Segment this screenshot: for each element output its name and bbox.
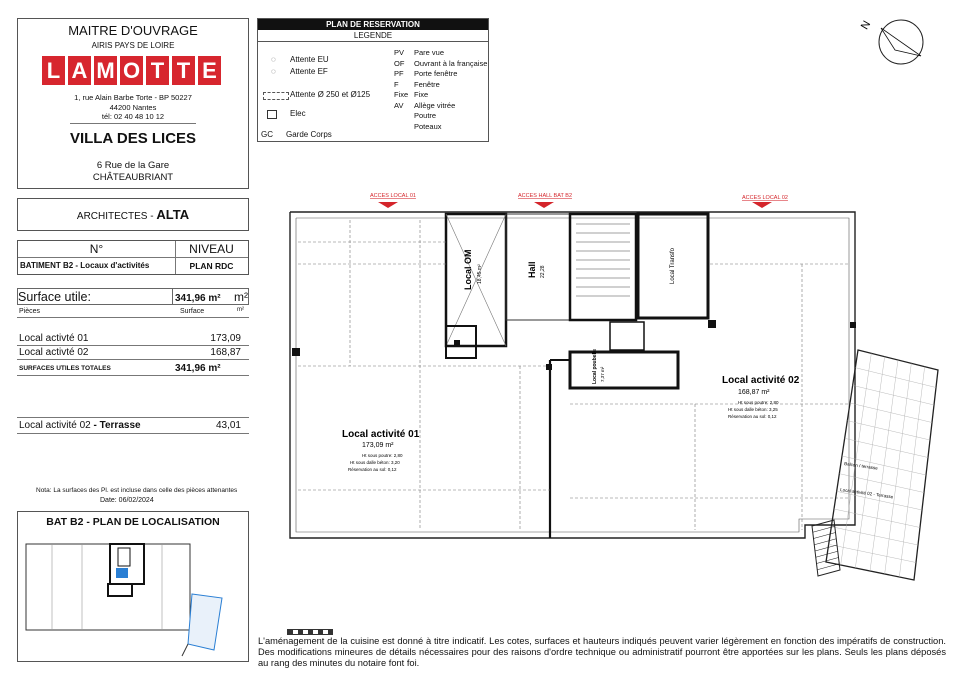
architects-line [18, 207, 248, 222]
owner-address2: 44200 Nantes [109, 103, 157, 112]
terrace-grid-line [841, 353, 872, 565]
ramp-steps [813, 526, 840, 570]
local-2-note: Ht sous poutre: 2,80 [738, 400, 779, 405]
surface-total: 341,96 m² [175, 293, 221, 304]
legend-code-row [394, 90, 428, 99]
info-level-header: NIVEAU [189, 242, 234, 256]
project-street: 6 Rue de la Gare [96, 160, 170, 171]
access-local-2: ACCES LOCAL 02 [742, 195, 788, 201]
pillar [546, 364, 552, 370]
legend-eu-icon: ◌ [271, 55, 276, 64]
access-arrow-1 [378, 202, 398, 208]
logo-letter: A [68, 56, 91, 85]
scale-bar [287, 629, 333, 635]
col-pieces: Pièces [19, 308, 41, 315]
loc-bin [108, 584, 132, 596]
legend-gc: Garde Corps [286, 130, 332, 139]
terrace-note-2: Local activité 02 - Terrasse [839, 487, 894, 500]
pillar [850, 322, 856, 328]
legend-ef-icon: ◌ [271, 67, 276, 76]
info-box [17, 240, 249, 275]
stair-room [570, 214, 636, 320]
legend-code-text: Fenêtre [414, 79, 440, 89]
owner-heading: MAITRE D'OUVRAGE [68, 23, 198, 38]
legend-code-row [394, 111, 436, 120]
access-local-1: ACCES LOCAL 01 [370, 193, 416, 199]
location-plan-drawing [22, 532, 244, 660]
pillar [454, 340, 460, 346]
terrace-grid-line [899, 367, 924, 577]
location-plan-box [17, 511, 249, 662]
loc-terrace [188, 594, 222, 650]
local-2-note: Ht sous dalle béton: 3,25 [728, 407, 778, 412]
terrace-room: Local activité 02 [19, 420, 91, 431]
legend-code-row [394, 48, 444, 57]
legend-code: AV [394, 100, 404, 110]
totals-value: 341,96 m² [175, 363, 221, 374]
row-value: 173,09 [210, 333, 241, 344]
terrace-top-rule [17, 417, 249, 418]
legend-pipe-icon [263, 92, 289, 100]
local-poubelle-label: Local poubelle [592, 348, 598, 384]
loc-highlight [116, 568, 128, 578]
ramp-step [814, 539, 836, 545]
logo-letter: T [172, 56, 195, 85]
pillars [292, 320, 856, 370]
hall-label: Hall [527, 261, 537, 278]
logo-letter: M [94, 56, 117, 85]
local-poubelle-area: 7,37 m² [600, 366, 605, 382]
local-transfo-label: Local Transfo [670, 247, 676, 284]
lamotte-logo [42, 56, 228, 86]
info-building: BATIMENT B2 - Locaux d'activités [20, 261, 150, 270]
compass-needle-light [881, 28, 921, 56]
date: Date: 06/02/2024 [100, 497, 154, 504]
logo-letter: E [198, 56, 221, 85]
info-level: PLAN RDC [189, 261, 234, 271]
local-1-name: Local activité 01 [342, 429, 420, 440]
terrace-grid-line [885, 363, 912, 574]
local-poubelle-room [570, 352, 678, 388]
surface-header-box [17, 288, 249, 305]
local-1-note: Ht sous poutre: 2,80 [362, 453, 403, 458]
owner-address1: 1, rue Alain Barbe Torte - BP 50227 [74, 93, 192, 102]
stair-flight [576, 224, 630, 296]
terrace-bottom-rule [17, 433, 249, 434]
legend-gc-code: GC [261, 130, 273, 139]
disclaimer: L'aménagement de la cuisine est donné à titre indicatif. Les cotes, surfaces et hauteurs indiqués peuvent varier légèrement en fonction des impératifs de construction. Des modifications mineures de détails nécessaires pour des raisons d'ordre technique ou administratif pourront être apportées sur les plans. Seuls les plans déposés au rang des minutes du notaire font foi. [258, 636, 946, 668]
legend-code-text: Fixe [414, 90, 429, 99]
legend-code: PV [394, 48, 405, 57]
surface-label: Surface utile: [18, 290, 91, 304]
ramp-step [817, 564, 839, 570]
legend-code-row [394, 101, 455, 110]
legend-code-text: Ouvrant à la française [414, 58, 488, 68]
legend-subtitle: LEGENDE [258, 30, 488, 42]
row-value: 168,87 [210, 347, 241, 358]
surface-col-sep [172, 288, 173, 305]
legend-code-row [394, 122, 442, 131]
legend-code-row [394, 69, 457, 78]
logo-letter: L [42, 56, 65, 85]
legend-code-text: Poteaux [414, 121, 442, 131]
floor-plan [250, 180, 950, 640]
logo-letter: O [120, 56, 143, 85]
col-unit: m² [237, 307, 244, 313]
local-2-note: Réservation au sol: 0,12 [728, 414, 777, 419]
legend-code-text: Pare vue [414, 48, 445, 57]
logo-letter: T [146, 56, 169, 85]
logo-letters [42, 56, 221, 86]
surface-table [17, 288, 249, 438]
local-1-note: Ht sous dalle béton: 3,20 [350, 460, 400, 465]
hall-area: 22,28 [540, 265, 546, 278]
totals-rule [17, 375, 249, 376]
pillar [708, 320, 716, 328]
location-plan-title: BAT B2 - PLAN DE LOCALISATION [46, 516, 220, 528]
legend-ef: Attente EF [290, 67, 328, 76]
row-name: Local activté 02 [19, 347, 89, 358]
legend-eu: Attente EU [290, 55, 329, 64]
legend-code-row [394, 59, 487, 68]
hall-room [506, 214, 570, 320]
legend-box [257, 18, 489, 142]
owner-phone: tél: 02 40 48 10 12 [101, 112, 165, 121]
legend-code: Fixe [394, 90, 409, 99]
info-header-divider [18, 257, 248, 258]
north-compass [855, 14, 935, 70]
loc-stair [118, 548, 130, 566]
legend-title: PLAN DE RESERVATION [258, 19, 488, 30]
compass-label: N [858, 18, 874, 32]
col-surface: Surface [180, 308, 205, 315]
project-name: VILLA DES LICES [69, 130, 197, 147]
architects-label: ARCHITECTES - [76, 211, 154, 222]
legend-code-row [394, 80, 440, 89]
pillar [292, 348, 300, 356]
local-2-area: 168,87 m² [738, 389, 770, 396]
row-name: Local activté 01 [19, 333, 89, 344]
info-no-header: N° [89, 242, 104, 256]
row-rule [17, 359, 249, 360]
architects-name: ALTA [156, 207, 190, 222]
local-2-name: Local activité 02 [722, 375, 800, 386]
legend-code-text: Poutre [414, 111, 437, 120]
surface-note: Nota: La surfaces des Pl. est incluse dans celle des pièces attenantes [36, 487, 238, 494]
wc-room [446, 326, 476, 358]
access-arrow-hall [534, 202, 554, 208]
surface-unit: m² [234, 290, 248, 304]
owner-box [17, 18, 249, 189]
loc-ramp [182, 644, 188, 656]
architects-box [17, 198, 249, 231]
ramp-step [815, 545, 837, 551]
project-city: CHÂTEAUBRIANT [92, 172, 174, 183]
local-om-area: 18,45 m² [477, 264, 483, 284]
local-1-note: Réservation au sol: 0,12 [348, 467, 397, 472]
shower-room [610, 322, 644, 350]
legend-elec: Elec [290, 109, 306, 118]
terrace-suffix: - Terrasse [93, 420, 141, 431]
totals-label: SURFACES UTILES TOTALES [19, 365, 111, 372]
legend-code: PF [394, 69, 404, 78]
local-om-label: Local OM [463, 249, 473, 290]
legend-code-text: Porte fenêtre [414, 69, 458, 78]
terrace-name [19, 420, 141, 431]
legend-code-text: Allège vitrée [414, 100, 456, 110]
legend-code: F [394, 79, 399, 89]
access-arrow-2 [752, 202, 772, 208]
owner-company: AIRIS PAYS DE LOIRE [91, 41, 175, 50]
legend-elec-icon [267, 110, 277, 119]
owner-divider [70, 123, 196, 124]
terrace-note-1: Balcon / terrasse [843, 461, 878, 471]
local-1-area: 173,09 m² [362, 442, 394, 449]
legend-pipes: Attente Ø 250 et Ø125 [290, 90, 371, 99]
row-rule [17, 345, 249, 346]
access-hall: ACCES HALL BAT B2 [518, 193, 573, 199]
ramp-step [814, 533, 836, 539]
legend-code: OF [394, 58, 405, 68]
header-rule [17, 317, 249, 318]
terrace-value: 43,01 [215, 420, 241, 431]
